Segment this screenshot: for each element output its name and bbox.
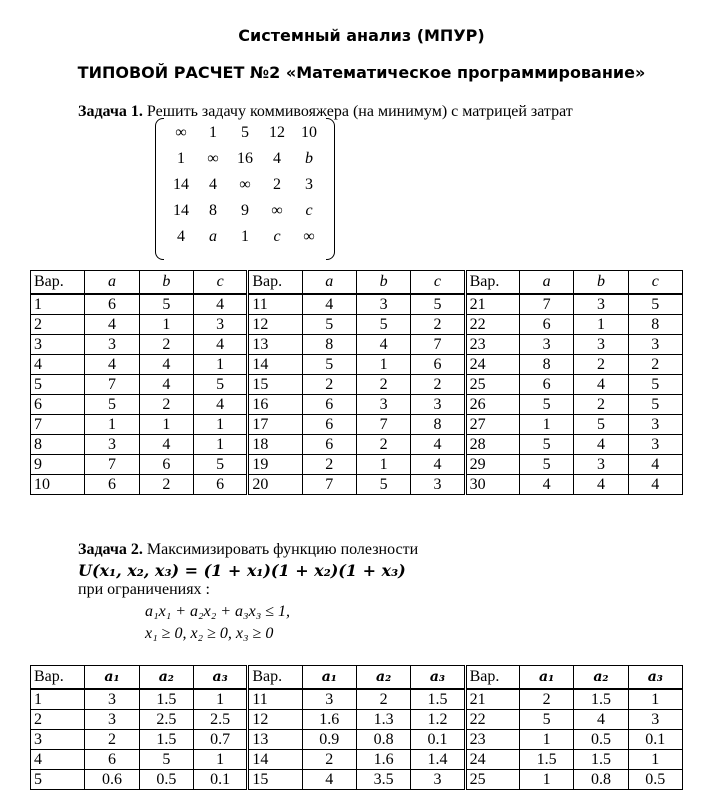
table-cell: 3: [628, 435, 682, 455]
table-cell: 1.5: [574, 689, 628, 710]
table-cell: 4: [139, 375, 193, 395]
column-header: a₁: [85, 666, 139, 690]
table-cell: 7: [85, 455, 139, 475]
variant-number: 7: [31, 415, 85, 435]
table-header-row: [31, 666, 683, 690]
table-cell: 2: [411, 375, 465, 395]
table-cell: 5: [519, 435, 573, 455]
table-row: [31, 730, 683, 750]
variant-number: 29: [465, 455, 519, 475]
column-header: a₁: [519, 666, 573, 690]
matrix-cell: b: [305, 150, 313, 167]
table-cell: 4: [139, 355, 193, 375]
table-cell: 2: [628, 355, 682, 375]
table-cell: 5: [193, 375, 247, 395]
table-cell: 1: [193, 415, 247, 435]
table-cell: 1: [628, 689, 682, 710]
table-cell: 2: [356, 689, 410, 710]
table-cell: 2: [302, 750, 356, 770]
matrix-cell: ∞: [239, 176, 251, 193]
table-cell: 5: [302, 355, 356, 375]
table-cell: 2.5: [193, 710, 247, 730]
table-row: [31, 315, 683, 335]
table-row: [31, 750, 683, 770]
matrix-cell: 2: [273, 176, 281, 193]
table-cell: 1.5: [519, 750, 573, 770]
table-row: [31, 415, 683, 435]
table-cell: 2: [519, 689, 573, 710]
table-cell: 3.5: [356, 770, 410, 790]
table-cell: 4: [519, 475, 573, 495]
table-cell: 6: [85, 750, 139, 770]
table-row: [31, 455, 683, 475]
column-header: Вар.: [31, 271, 85, 295]
matrix-cell: 16: [237, 150, 253, 167]
table-cell: 4: [193, 294, 247, 315]
table-cell: 6: [139, 455, 193, 475]
table-cell: 8: [628, 315, 682, 335]
column-header: a₁: [302, 666, 356, 690]
table-cell: 1.3: [356, 710, 410, 730]
table-cell: 3: [302, 689, 356, 710]
table-row: [31, 770, 683, 790]
table-cell: 2: [302, 455, 356, 475]
table-cell: 4: [139, 435, 193, 455]
table-cell: 3: [574, 455, 628, 475]
table-cell: 0.5: [628, 770, 682, 790]
table-cell: 6: [519, 315, 573, 335]
table-cell: 3: [193, 315, 247, 335]
table-cell: 4: [574, 435, 628, 455]
matrix-cell: 5: [241, 124, 249, 141]
table-cell: 5: [193, 455, 247, 475]
table-cell: 4: [628, 455, 682, 475]
variant-number: 15: [248, 770, 302, 790]
table-cell: 5: [628, 375, 682, 395]
table-cell: 5: [139, 294, 193, 315]
variant-number: 21: [465, 294, 519, 315]
variant-number: 22: [465, 710, 519, 730]
matrix-row: [165, 202, 325, 220]
variant-number: 3: [31, 730, 85, 750]
variant-number: 25: [465, 375, 519, 395]
constraints-label: при ограничениях :: [78, 581, 210, 598]
matrix-cell: 14: [173, 176, 189, 193]
column-header: b: [574, 271, 628, 295]
table-cell: 7: [302, 475, 356, 495]
table-cell: 1: [139, 415, 193, 435]
table-cell: 3: [356, 395, 410, 415]
matrix-row: [165, 228, 325, 246]
utility-formula: U(x₁, x₂, x₃) = (1 + x₁)(1 + x₂)(1 + x₃): [78, 561, 406, 580]
variant-number: 4: [31, 355, 85, 375]
variant-number: 18: [248, 435, 302, 455]
table-row: [31, 689, 683, 710]
variant-number: 25: [465, 770, 519, 790]
table-cell: 5: [519, 710, 573, 730]
variant-number: 14: [248, 355, 302, 375]
table-cell: 1.5: [139, 689, 193, 710]
matrix-cell: 10: [301, 124, 317, 141]
table-cell: 4: [574, 375, 628, 395]
variant-number: 30: [465, 475, 519, 495]
variant-number: 5: [31, 375, 85, 395]
table-cell: 4: [411, 455, 465, 475]
variant-number: 23: [465, 730, 519, 750]
table-cell: 2: [302, 375, 356, 395]
table-cell: 6: [411, 355, 465, 375]
table-cell: 1: [519, 770, 573, 790]
task2-text: Максимизировать функцию полезности: [146, 541, 419, 558]
matrix-cell: 4: [209, 176, 217, 193]
table-cell: 5: [628, 395, 682, 415]
table-cell: 6: [519, 375, 573, 395]
variant-number: 20: [248, 475, 302, 495]
column-header: a: [302, 271, 356, 295]
table-cell: 1: [356, 455, 410, 475]
document-subtitle: ТИПОВОЙ РАСЧЕТ №2 «Математическое программирование»: [77, 63, 646, 82]
table-row: [31, 475, 683, 495]
table-cell: 4: [302, 770, 356, 790]
table-row: [31, 355, 683, 375]
variant-number: 24: [465, 355, 519, 375]
table-cell: 3: [628, 335, 682, 355]
matrix-cell: ∞: [175, 124, 187, 141]
column-header: Вар.: [31, 666, 85, 690]
table-cell: 4: [193, 335, 247, 355]
matrix-cell: 1: [177, 150, 185, 167]
table-cell: 2: [85, 730, 139, 750]
variant-number: 14: [248, 750, 302, 770]
variant-number: 4: [31, 750, 85, 770]
table-cell: 1.5: [139, 730, 193, 750]
table-cell: 4: [628, 475, 682, 495]
task1-variants-table: [30, 270, 683, 495]
variant-number: 10: [31, 475, 85, 495]
variant-number: 13: [248, 730, 302, 750]
task1-label: Задача 1.: [78, 103, 143, 120]
table-row: [31, 335, 683, 355]
table-cell: 2: [356, 435, 410, 455]
table-cell: 4: [302, 294, 356, 315]
table-cell: 2: [139, 475, 193, 495]
table-cell: 1: [574, 315, 628, 335]
table-cell: 3: [85, 710, 139, 730]
table-cell: 0.8: [356, 730, 410, 750]
table-cell: 1: [628, 750, 682, 770]
table-cell: 1: [193, 750, 247, 770]
constraint-nonneg: x₁ ≥ 0, x₂ ≥ 0, x₃ ≥ 0: [145, 625, 274, 642]
table-cell: 2: [356, 375, 410, 395]
table-cell: 4: [574, 710, 628, 730]
matrix-row: [165, 124, 325, 142]
variant-number: 2: [31, 710, 85, 730]
table-cell: 3: [574, 335, 628, 355]
table-cell: 4: [356, 335, 410, 355]
matrix-row: [165, 176, 325, 194]
table-cell: 1: [519, 415, 573, 435]
variant-number: 23: [465, 335, 519, 355]
table-cell: 3: [574, 294, 628, 315]
table-row: [31, 375, 683, 395]
matrix-cell: ∞: [207, 150, 219, 167]
variant-number: 16: [248, 395, 302, 415]
table-cell: 2: [411, 315, 465, 335]
variant-number: 28: [465, 435, 519, 455]
table-cell: 5: [356, 315, 410, 335]
matrix-cell: 12: [269, 124, 285, 141]
matrix-cell: c: [273, 228, 281, 245]
table-cell: 3: [411, 475, 465, 495]
matrix-cell: 1: [209, 124, 217, 141]
table-cell: 1.5: [574, 750, 628, 770]
table-cell: 3: [85, 689, 139, 710]
table-cell: 2: [574, 395, 628, 415]
table-cell: 4: [85, 315, 139, 335]
column-header: c: [411, 271, 465, 295]
variant-number: 6: [31, 395, 85, 415]
variant-number: 3: [31, 335, 85, 355]
table-cell: 1: [139, 315, 193, 335]
table-cell: 1: [193, 355, 247, 375]
variant-number: 2: [31, 315, 85, 335]
matrix-right-bracket: [326, 118, 335, 260]
column-header: b: [356, 271, 410, 295]
table-row: [31, 294, 683, 315]
variant-number: 11: [248, 689, 302, 710]
matrix-cell: 9: [241, 202, 249, 219]
table-cell: 1: [356, 355, 410, 375]
matrix-cell: 14: [173, 202, 189, 219]
variant-number: 19: [248, 455, 302, 475]
task2-label: Задача 2.: [78, 541, 143, 558]
table-cell: 5: [85, 395, 139, 415]
document-title: Системный анализ (МПУР): [238, 26, 485, 45]
column-header: a₃: [411, 666, 465, 690]
column-header: a: [519, 271, 573, 295]
variant-number: 15: [248, 375, 302, 395]
column-header: a₂: [139, 666, 193, 690]
matrix-left-bracket: [155, 118, 164, 260]
variant-number: 1: [31, 689, 85, 710]
column-header: c: [628, 271, 682, 295]
column-header: Вар.: [465, 271, 519, 295]
column-header: b: [139, 271, 193, 295]
matrix-row: [165, 150, 325, 168]
matrix-cell: 4: [177, 228, 185, 245]
column-header: Вар.: [465, 666, 519, 690]
table-cell: 8: [302, 335, 356, 355]
table-cell: 4: [574, 475, 628, 495]
column-header: a₃: [628, 666, 682, 690]
matrix-cell: ∞: [271, 202, 283, 219]
table-cell: 6: [302, 395, 356, 415]
table-header-row: [31, 271, 683, 295]
table-cell: 3: [85, 335, 139, 355]
column-header: c: [193, 271, 247, 295]
table-cell: 0.1: [193, 770, 247, 790]
table-cell: 5: [574, 415, 628, 435]
table-cell: 7: [519, 294, 573, 315]
variant-number: 12: [248, 710, 302, 730]
variant-number: 22: [465, 315, 519, 335]
table-cell: 3: [356, 294, 410, 315]
table-cell: 3: [628, 710, 682, 730]
column-header: a₂: [356, 666, 410, 690]
table-cell: 1.6: [302, 710, 356, 730]
variant-number: 13: [248, 335, 302, 355]
variant-number: 26: [465, 395, 519, 415]
matrix-cell: ∞: [303, 228, 315, 245]
variant-number: 1: [31, 294, 85, 315]
table-cell: 1.5: [411, 689, 465, 710]
table-cell: 4: [193, 395, 247, 415]
table-cell: 1: [193, 689, 247, 710]
variant-number: 27: [465, 415, 519, 435]
constraint-budget: a₁x₁ + a₂x₂ + a₃x₃ ≤ 1,: [145, 603, 291, 620]
table-cell: 7: [356, 415, 410, 435]
matrix-cell: a: [209, 228, 217, 245]
table-cell: 5: [519, 395, 573, 415]
table-cell: 0.9: [302, 730, 356, 750]
table-cell: 6: [85, 294, 139, 315]
matrix-cell: 3: [305, 176, 313, 193]
table-cell: 6: [85, 475, 139, 495]
table-cell: 4: [411, 435, 465, 455]
table-cell: 2: [139, 335, 193, 355]
table-cell: 5: [302, 315, 356, 335]
table-cell: 3: [411, 770, 465, 790]
matrix-cell: 4: [273, 150, 281, 167]
table-cell: 5: [519, 455, 573, 475]
table-cell: 0.7: [193, 730, 247, 750]
table-cell: 2.5: [139, 710, 193, 730]
matrix-cell: c: [305, 202, 313, 219]
matrix-cell: 1: [241, 228, 249, 245]
table-cell: 5: [356, 475, 410, 495]
table-row: [31, 710, 683, 730]
table-cell: 0.6: [85, 770, 139, 790]
table-cell: 3: [85, 435, 139, 455]
column-header: Вар.: [248, 666, 302, 690]
table-cell: 2: [139, 395, 193, 415]
table-cell: 4: [85, 355, 139, 375]
table-cell: 6: [302, 415, 356, 435]
table-cell: 1: [519, 730, 573, 750]
column-header: a: [85, 271, 139, 295]
table-cell: 3: [411, 395, 465, 415]
variant-number: 21: [465, 689, 519, 710]
variant-number: 8: [31, 435, 85, 455]
variant-number: 17: [248, 415, 302, 435]
table-cell: 0.1: [628, 730, 682, 750]
table-cell: 7: [85, 375, 139, 395]
table-cell: 0.5: [139, 770, 193, 790]
column-header: Вар.: [248, 271, 302, 295]
table-cell: 6: [302, 435, 356, 455]
table-cell: 1.6: [356, 750, 410, 770]
table-cell: 1.4: [411, 750, 465, 770]
column-header: a₂: [574, 666, 628, 690]
table-row: [31, 435, 683, 455]
table-cell: 1.2: [411, 710, 465, 730]
variant-number: 11: [248, 294, 302, 315]
table-cell: 7: [411, 335, 465, 355]
table-cell: 6: [193, 475, 247, 495]
table-cell: 5: [628, 294, 682, 315]
table-cell: 0.8: [574, 770, 628, 790]
table-cell: 5: [139, 750, 193, 770]
task2-variants-table: [30, 665, 683, 790]
table-cell: 8: [519, 355, 573, 375]
variant-number: 24: [465, 750, 519, 770]
column-header: a₃: [193, 666, 247, 690]
table-cell: 3: [628, 415, 682, 435]
table-row: [31, 395, 683, 415]
task2-statement: [78, 541, 418, 559]
task1-text: Решить задачу коммивояжера (на минимум) с матрицей затрат: [146, 103, 573, 120]
matrix-cell: 8: [209, 202, 217, 219]
table-cell: 1: [85, 415, 139, 435]
variant-number: 9: [31, 455, 85, 475]
variant-number: 5: [31, 770, 85, 790]
table-cell: 0.1: [411, 730, 465, 750]
table-cell: 1: [193, 435, 247, 455]
table-cell: 2: [574, 355, 628, 375]
variant-number: 12: [248, 315, 302, 335]
table-cell: 8: [411, 415, 465, 435]
table-cell: 0.5: [574, 730, 628, 750]
cost-matrix: [155, 118, 335, 258]
table-cell: 3: [519, 335, 573, 355]
table-cell: 5: [411, 294, 465, 315]
